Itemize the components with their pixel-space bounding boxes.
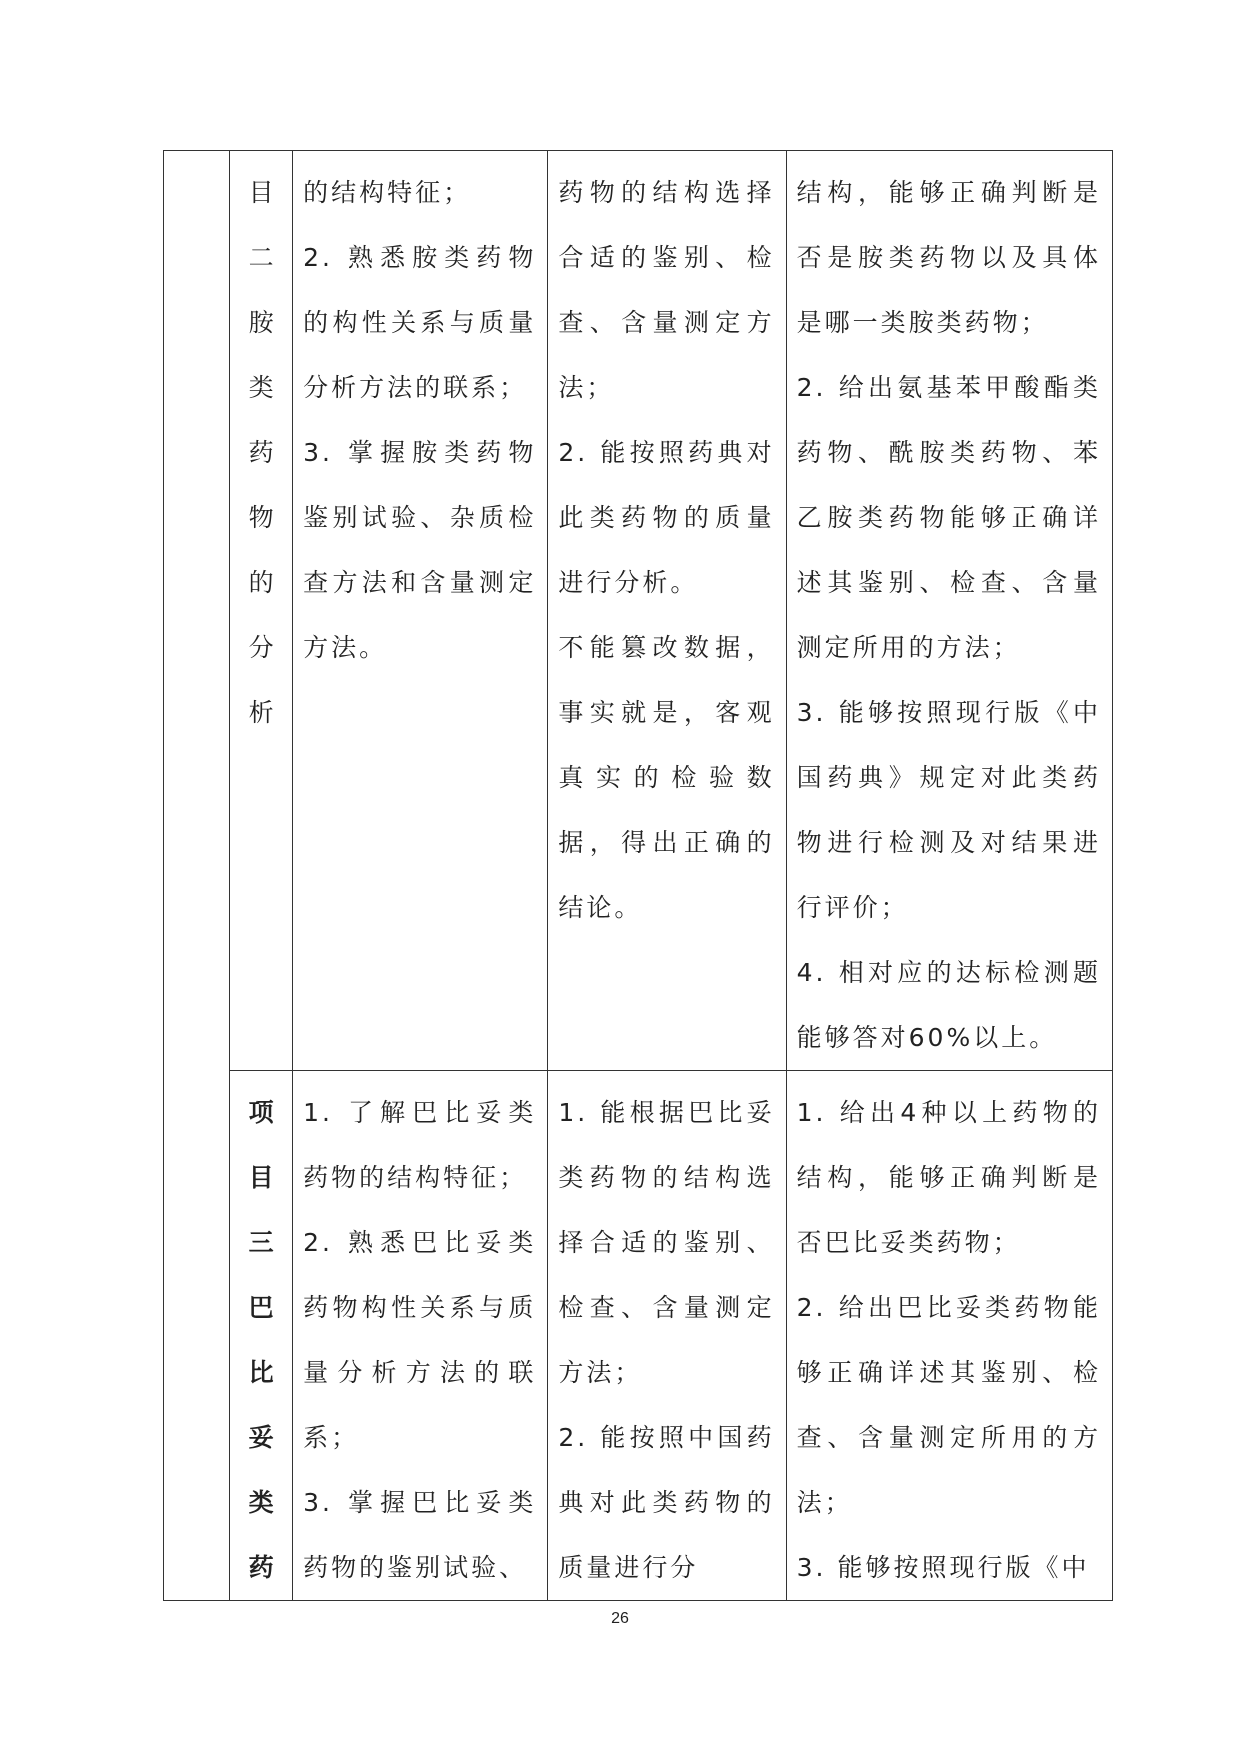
assessment-item: 结构，能够正确判断是否是胺类药物以及具体是哪一类胺类药物； bbox=[796, 178, 1101, 337]
project-title-cell bbox=[230, 151, 293, 1071]
title-char: 目 bbox=[248, 178, 274, 207]
page-number: 26 bbox=[611, 1610, 629, 1627]
assessment-cell bbox=[786, 1071, 1112, 1601]
assessment-item: 3. 能够按照现行版《中国药典》规定对此类药物进行检测及对结果进行评价； bbox=[796, 698, 1101, 922]
knowledge-item: 3. 掌握巴比妥类药物的鉴别试验、 bbox=[303, 1488, 537, 1582]
title-char: 分 bbox=[248, 633, 274, 662]
title-char: 类 bbox=[248, 1488, 274, 1517]
project-title-cell bbox=[230, 1071, 293, 1601]
title-char: 药 bbox=[248, 438, 274, 467]
knowledge-cell bbox=[293, 1071, 548, 1601]
project-title bbox=[230, 1071, 292, 1600]
empty-left-cell bbox=[164, 151, 230, 1601]
title-char: 类 bbox=[248, 373, 274, 402]
assessment-cell bbox=[786, 151, 1112, 1071]
knowledge-item: 的结构特征； bbox=[303, 178, 472, 207]
assessment-item: 4. 相对应的达标检测题能够答对60%以上。 bbox=[796, 958, 1101, 1052]
course-content-table bbox=[163, 150, 1113, 1601]
assessment-item: 1. 给出4种以上药物的结构，能够正确判断是否巴比妥类药物； bbox=[796, 1098, 1101, 1257]
title-char: 比 bbox=[248, 1358, 274, 1387]
title-char: 析 bbox=[248, 698, 274, 727]
title-char: 巴 bbox=[248, 1293, 274, 1322]
title-char: 胺 bbox=[248, 308, 274, 337]
title-char: 的 bbox=[248, 568, 274, 597]
ability-item: 1. 能根据巴比妥类药物的结构选择合适的鉴别、检查、含量测定方法； bbox=[558, 1098, 775, 1387]
knowledge-item: 3. 掌握胺类药物鉴别试验、杂质检查方法和含量测定方法。 bbox=[303, 438, 537, 662]
knowledge-cell bbox=[293, 151, 548, 1071]
assessment-item: 2. 给出巴比妥类药物能够正确详述其鉴别、检查、含量测定所用的方法； bbox=[796, 1293, 1101, 1517]
title-char: 三 bbox=[248, 1228, 274, 1257]
title-char: 项 bbox=[248, 1098, 274, 1127]
ability-cell bbox=[548, 151, 786, 1071]
assessment-item: 2. 给出氨基苯甲酸酯类药物、酰胺类药物、苯乙胺类药物能够正确详述其鉴别、检查、含量测定所用的方法； bbox=[796, 373, 1101, 662]
title-char: 二 bbox=[248, 243, 274, 272]
title-char: 妥 bbox=[248, 1423, 274, 1452]
title-char: 目 bbox=[248, 1163, 274, 1192]
assessment-item: 3. 能够按照现行版《中 bbox=[796, 1553, 1090, 1582]
ability-item: 不能篡改数据，事实就是，客观真实的检验数据，得出正确的结论。 bbox=[558, 633, 775, 922]
knowledge-item: 2. 熟悉胺类药物的构性关系与质量分析方法的联系； bbox=[303, 243, 537, 402]
title-char: 物 bbox=[248, 503, 274, 532]
knowledge-item: 2. 熟悉巴比妥类药物构性关系与质量分析方法的联系； bbox=[303, 1228, 537, 1452]
ability-cell bbox=[548, 1071, 786, 1601]
knowledge-item: 1. 了解巴比妥类药物的结构特征； bbox=[303, 1098, 537, 1192]
project-title bbox=[230, 151, 292, 745]
table-row bbox=[164, 1071, 1113, 1601]
ability-item: 2. 能按照中国药典对此类药物的质量进行分 bbox=[558, 1423, 775, 1582]
ability-item: 2. 能按照药典对此类药物的质量进行分析。 bbox=[558, 438, 775, 597]
ability-item: 药物的结构选择合适的鉴别、检查、含量测定方法； bbox=[558, 178, 775, 402]
table-row bbox=[164, 151, 1113, 1071]
title-char: 药 bbox=[248, 1553, 274, 1582]
